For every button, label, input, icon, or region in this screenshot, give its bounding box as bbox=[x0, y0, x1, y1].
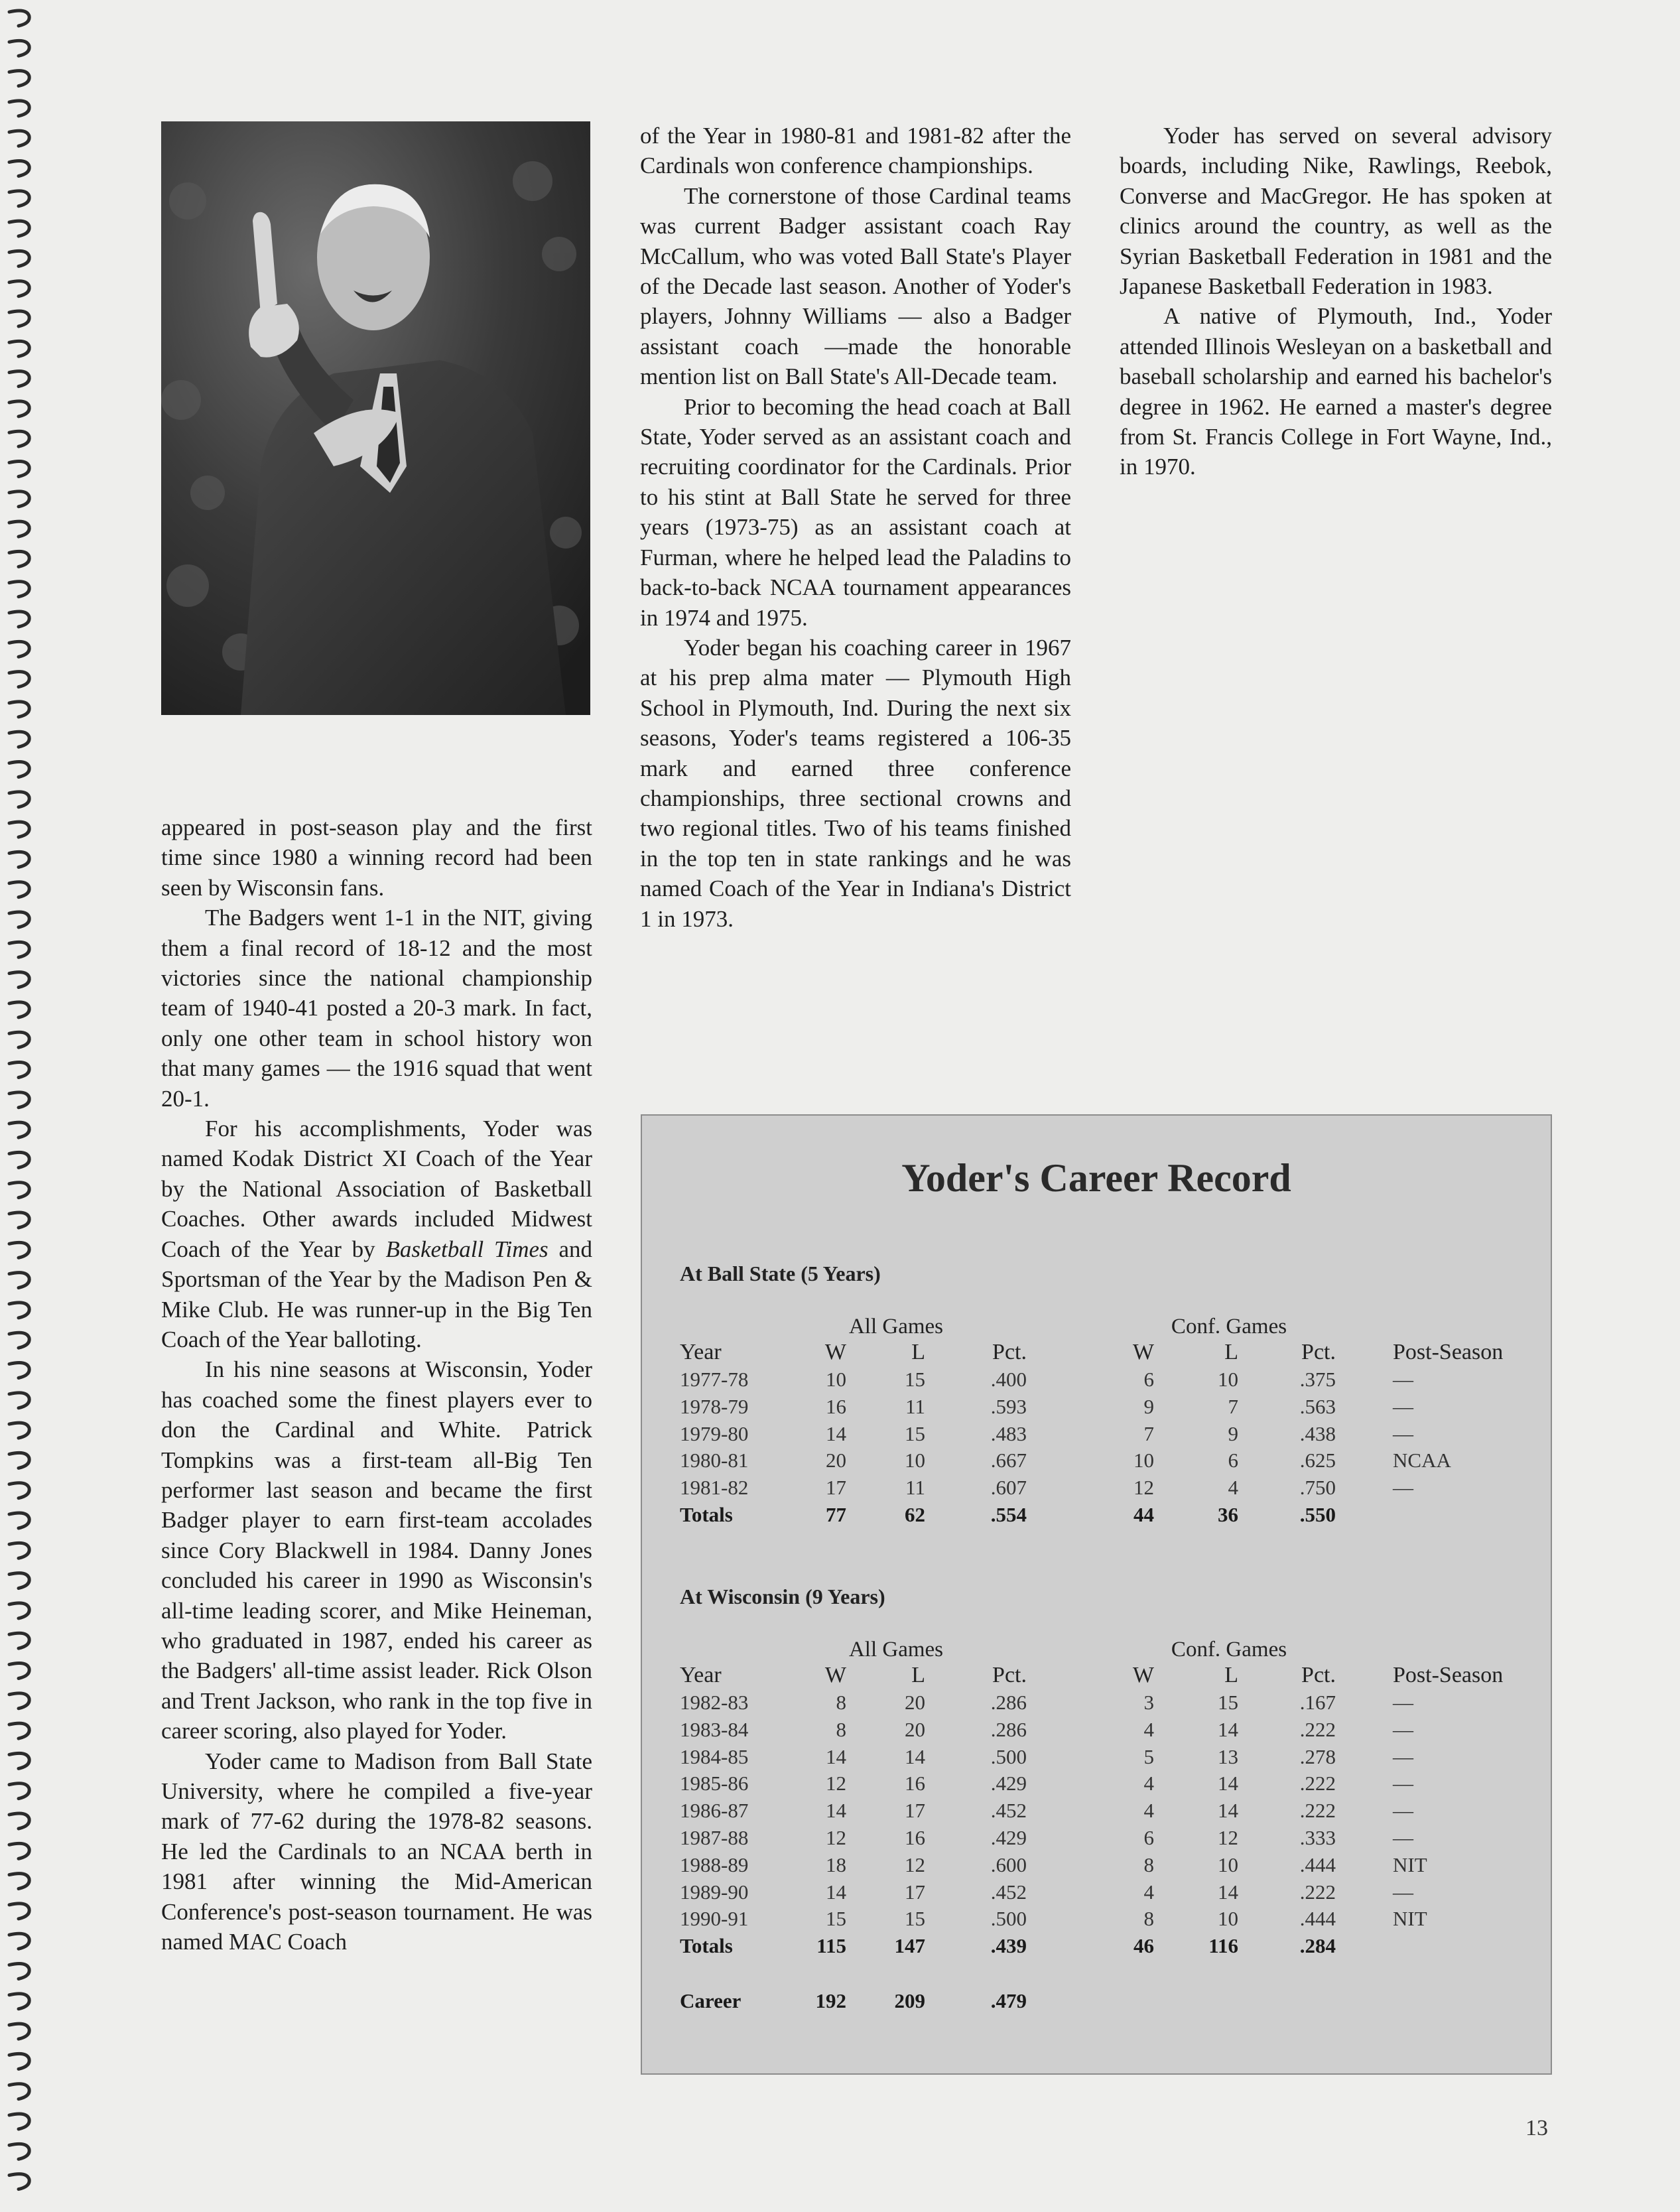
table-cell: .500 bbox=[990, 1907, 1027, 1931]
table-cell: .563 bbox=[1299, 1394, 1336, 1418]
table-cell: .667 bbox=[990, 1449, 1027, 1472]
table-cell: .444 bbox=[1299, 1853, 1336, 1876]
table-cell: 6 bbox=[1143, 1826, 1154, 1849]
table-cell: 1987-88 bbox=[680, 1826, 749, 1849]
binding-coil bbox=[9, 2084, 29, 2099]
coach-photo bbox=[161, 121, 590, 715]
table-cell: .607 bbox=[990, 1476, 1027, 1500]
table-cell: .500 bbox=[990, 1744, 1027, 1768]
binding-coil bbox=[9, 1813, 29, 1829]
table-cell: — bbox=[1393, 1394, 1413, 1418]
binding-coil bbox=[9, 2114, 29, 2129]
binding-coil bbox=[9, 2174, 29, 2189]
table-cell: NIT bbox=[1393, 1853, 1427, 1876]
c2-paragraph-4: Yoder began his coaching career in 1967 at his prep alma mater — Plymouth High School in Plymouth, Ind. During the next six seasons, Yoder's teams registered a 106-35 mark and earned three conference championships, three sectional crowns and two regional titles. Two of his teams finished in the top ten in state rankings and he was named Coach of the Year in Indiana's District 1 in 1973. bbox=[640, 634, 1071, 932]
binding-coil bbox=[9, 1994, 29, 2009]
binding-coil bbox=[9, 1513, 29, 1528]
binding-coil bbox=[9, 40, 29, 56]
table-cell: .600 bbox=[990, 1853, 1027, 1876]
table-cell: .429 bbox=[990, 1826, 1027, 1849]
table-cell: .483 bbox=[990, 1421, 1027, 1445]
binding-coil bbox=[9, 1784, 29, 1799]
totals-cell: 115 bbox=[816, 1934, 846, 1958]
binding-coil bbox=[9, 1904, 29, 1919]
column-header: Year bbox=[680, 1663, 722, 1687]
table-cell: 1983-84 bbox=[680, 1717, 749, 1741]
table-cell: 1988-89 bbox=[680, 1853, 749, 1876]
binding-coil bbox=[9, 1663, 29, 1679]
binding-coil bbox=[9, 882, 29, 897]
binding-coil bbox=[9, 1543, 29, 1558]
binding-coil bbox=[9, 792, 29, 807]
table-cell: 14 bbox=[1218, 1772, 1238, 1795]
binding-coil bbox=[9, 1183, 29, 1198]
binding-coil bbox=[9, 401, 29, 417]
totals-cell: 62 bbox=[905, 1503, 925, 1526]
table-cell: 1978-79 bbox=[680, 1394, 749, 1418]
table-cell: — bbox=[1393, 1691, 1413, 1714]
binding-coil bbox=[9, 251, 29, 266]
binding-coil bbox=[9, 491, 29, 507]
binding-coil bbox=[9, 371, 29, 387]
table-cell: .222 bbox=[1299, 1772, 1336, 1795]
totals-cell: 116 bbox=[1208, 1934, 1238, 1958]
column-1 bbox=[161, 813, 592, 1957]
binding-coil bbox=[9, 1483, 29, 1498]
table-cell: .333 bbox=[1299, 1826, 1336, 1849]
table-cell: .438 bbox=[1299, 1421, 1336, 1445]
binding-coil bbox=[9, 672, 29, 687]
table-cell: 11 bbox=[905, 1394, 925, 1418]
table-cell: NIT bbox=[1393, 1907, 1427, 1931]
table-cell: 15 bbox=[905, 1421, 925, 1445]
table-cell: 17 bbox=[905, 1799, 925, 1823]
c3-paragraph-2: A native of Plymouth, Ind., Yoder attended Illinois Wesleyan on a basketball and baseball scholarship and earned his bachelor's degree in 1962. He earned a master's degree from St. Francis College in Fort Wayne, Ind., in 1970. bbox=[1120, 303, 1552, 480]
totals-cell: 36 bbox=[1218, 1503, 1238, 1526]
binding-coil bbox=[9, 1303, 29, 1318]
table-cell: 14 bbox=[1218, 1717, 1238, 1741]
table-cell: 12 bbox=[1218, 1826, 1238, 1849]
c1-p3-text-a: For his accomplishments, Yoder was named Kodak District XI Coach of the Year by the National Association of Basketball Coaches. Other awards included Midwest Coach of the Year by bbox=[161, 1116, 592, 1262]
binding-coil bbox=[9, 551, 29, 566]
binding-coil bbox=[9, 1063, 29, 1078]
binding-coil bbox=[9, 942, 29, 957]
binding-coil bbox=[9, 131, 29, 146]
page-number: 13 bbox=[1525, 2116, 1548, 2140]
table-cell: 1984-85 bbox=[680, 1744, 749, 1768]
table-cell: 20 bbox=[826, 1449, 846, 1472]
column-header: L bbox=[1224, 1340, 1238, 1364]
binding-coil bbox=[9, 1122, 29, 1138]
c1-paragraph-2: The Badgers went 1-1 in the NIT, giving them a final record of 18-12 and the most victories since the national championship team of 1940-41 posted a 20-3 mark. In fact, only one other team in school history won that many games — the 1916 squad that went 20-1. bbox=[161, 905, 592, 1112]
column-header: W bbox=[1132, 1340, 1154, 1364]
binding-coil bbox=[9, 1843, 29, 1858]
career-cell: 209 bbox=[894, 1989, 925, 2012]
table-cell: .452 bbox=[990, 1799, 1027, 1823]
binding-coil bbox=[9, 1273, 29, 1288]
column-header: W bbox=[824, 1663, 846, 1687]
binding-coil bbox=[9, 2024, 29, 2039]
table-cell: 20 bbox=[905, 1691, 925, 1714]
table-cell: .593 bbox=[990, 1394, 1027, 1418]
c1-paragraph-1: appeared in post-season play and the first time since 1980 a winning record had been seen by Wisconsin fans. bbox=[161, 814, 592, 901]
binding-coil bbox=[9, 582, 29, 597]
table-cell: .286 bbox=[990, 1717, 1027, 1741]
table-cell: — bbox=[1393, 1368, 1413, 1391]
c1-p3-text-b: and Sportsman of the Year by the Madison Pen & Mike Club. He was runner-up in the Big Ten Coach of the Year balloting. bbox=[161, 1236, 592, 1352]
all-games-label: All Games bbox=[848, 1638, 944, 1661]
section-title: At Ball State (5 Years) bbox=[680, 1262, 881, 1285]
column-header: Year bbox=[680, 1340, 722, 1364]
table-cell: 16 bbox=[826, 1394, 846, 1418]
binding-coil bbox=[9, 1212, 29, 1228]
table-cell: 9 bbox=[1143, 1394, 1154, 1418]
table-cell: 14 bbox=[905, 1744, 925, 1768]
table-cell: 1981-82 bbox=[680, 1476, 749, 1500]
section-title: At Wisconsin (9 Years) bbox=[680, 1585, 885, 1608]
totals-cell: .439 bbox=[990, 1934, 1027, 1958]
table-cell: 11 bbox=[905, 1476, 925, 1500]
binding-coil bbox=[9, 1933, 29, 1949]
table-cell: 15 bbox=[1218, 1691, 1238, 1714]
binding-coil bbox=[9, 221, 29, 236]
table-cell: 14 bbox=[826, 1421, 846, 1445]
totals-cell: 77 bbox=[826, 1503, 846, 1526]
table-cell: 12 bbox=[905, 1853, 925, 1876]
totals-cell: .284 bbox=[1299, 1934, 1336, 1958]
c1-paragraph-3 bbox=[161, 1114, 592, 1354]
binding-coil bbox=[9, 191, 29, 206]
table-cell: 16 bbox=[905, 1772, 925, 1795]
table-cell: 7 bbox=[1143, 1421, 1154, 1445]
table-cell: — bbox=[1393, 1744, 1413, 1768]
table-cell: 14 bbox=[1218, 1799, 1238, 1823]
table-cell: 5 bbox=[1143, 1744, 1154, 1768]
table-cell: — bbox=[1393, 1772, 1413, 1795]
table-cell: 10 bbox=[905, 1449, 925, 1472]
table-cell: 3 bbox=[1143, 1691, 1154, 1714]
binding-coil bbox=[9, 71, 29, 86]
totals-cell: Totals bbox=[680, 1503, 733, 1526]
column-header: L bbox=[1224, 1663, 1238, 1687]
table-cell: 1986-87 bbox=[680, 1799, 749, 1823]
binding-coil bbox=[9, 852, 29, 867]
table-cell: 16 bbox=[905, 1826, 925, 1849]
binding-coil bbox=[9, 1603, 29, 1618]
binding-coil bbox=[9, 1393, 29, 1408]
table-cell: 8 bbox=[1143, 1907, 1154, 1931]
binding-coil bbox=[9, 161, 29, 176]
column-2 bbox=[640, 121, 1071, 934]
spiral-binding bbox=[0, 0, 53, 2212]
column-header: Post-Season bbox=[1393, 1340, 1504, 1364]
table-cell: 8 bbox=[836, 1717, 846, 1741]
binding-coil bbox=[9, 431, 29, 446]
binding-coil bbox=[9, 1002, 29, 1017]
table-cell: .452 bbox=[990, 1880, 1027, 1904]
c1-paragraph-5: Yoder came to Madison from Ball State University, where he compiled a five-year mark of 77-62 during the 1978-82 seasons. He led the Cardinals to an NCAA berth in 1981 after winning the Mid-American Conference's post-season tournament. He was named MAC Coach bbox=[161, 1748, 592, 1955]
table-cell: 10 bbox=[1218, 1368, 1238, 1391]
column-header: W bbox=[1132, 1663, 1154, 1687]
table-cell: 1982-83 bbox=[680, 1691, 749, 1714]
c1-paragraph-4: In his nine seasons at Wisconsin, Yoder has coached some the finest players ever to don the Cardinal and White. Patrick Tompkins was a first-team all-Big Ten performer last season and became the first Badger player to earn first-team accolades since Cory Blackwell in 1984. Danny Jones concluded his career in 1990 as Wisconsin's all-time leading scorer, and Mike Heineman, who graduated in 1987, ended his career as the Badgers' all-time assist leader. Rick Olson and Trent Jackson, who rank in the top five in career scoring, also played for Yoder. bbox=[161, 1356, 592, 1744]
c2-paragraph-1: of the Year in 1980-81 and 1981-82 after the Cardinals won conference championships. bbox=[640, 123, 1071, 179]
table-cell: 1979-80 bbox=[680, 1421, 749, 1445]
table-cell: .400 bbox=[990, 1368, 1027, 1391]
table-cell: 14 bbox=[826, 1744, 846, 1768]
binding-coil bbox=[9, 641, 29, 657]
totals-cell: .550 bbox=[1299, 1503, 1336, 1526]
c2-paragraph-2: The cornerstone of those Cardinal teams was current Badger assistant coach Ray McCallum, who was voted Ball State's Player of the Decade last season. Another of Yoder's players, Johnny Williams — also a Badger assistant coach —made the honorable mention list on Ball State's All-Decade team. bbox=[640, 182, 1071, 390]
table-cell: 8 bbox=[836, 1691, 846, 1714]
conf-games-label: Conf. Games bbox=[1171, 1315, 1287, 1338]
table-cell: 14 bbox=[826, 1880, 846, 1904]
totals-cell: 147 bbox=[894, 1934, 925, 1958]
binding-coil bbox=[9, 1453, 29, 1468]
binding-coil bbox=[9, 1753, 29, 1768]
career-cell: .479 bbox=[990, 1989, 1027, 2012]
table-cell: — bbox=[1393, 1880, 1413, 1904]
table-cell: — bbox=[1393, 1717, 1413, 1741]
binding-coil bbox=[9, 101, 29, 116]
table-cell: .444 bbox=[1299, 1907, 1336, 1931]
table-cell: 15 bbox=[905, 1368, 925, 1391]
table-cell: 10 bbox=[1133, 1449, 1154, 1472]
c2-paragraph-3: Prior to becoming the head coach at Ball State, Yoder served as an assistant coach and recruiting coordinator for the Cardinals. Prior to his stint at Ball State he served for three years (1973-75) as an assistant coach at Furman, where he helped lead the Paladins to back-to-back NCAA tournament appearances in 1974 and 1975. bbox=[640, 393, 1071, 631]
table-cell: — bbox=[1393, 1826, 1413, 1849]
binding-coil bbox=[9, 1573, 29, 1589]
table-cell: .222 bbox=[1299, 1880, 1336, 1904]
column-3 bbox=[1120, 121, 1552, 482]
binding-coil bbox=[9, 2144, 29, 2159]
table-cell: .222 bbox=[1299, 1799, 1336, 1823]
binding-coil bbox=[9, 1333, 29, 1348]
conf-games-label: Conf. Games bbox=[1171, 1638, 1287, 1661]
table-cell: 6 bbox=[1143, 1368, 1154, 1391]
c3-paragraph-1: Yoder has served on several advisory boards, including Nike, Rawlings, Reebok, Converse and MacGregor. He has spoken at clinics around the country, as well as the Syrian Basketball Federation in 1981 and the Japanese Basketball Federation in 1983. bbox=[1120, 123, 1552, 300]
table-cell: .222 bbox=[1299, 1717, 1336, 1741]
binding-coil bbox=[9, 912, 29, 927]
table-cell: 14 bbox=[826, 1799, 846, 1823]
table-cell: 12 bbox=[1133, 1476, 1154, 1500]
table-cell: — bbox=[1393, 1799, 1413, 1823]
table-cell: 20 bbox=[905, 1717, 925, 1741]
totals-cell: 44 bbox=[1133, 1503, 1154, 1526]
table-cell: 10 bbox=[1218, 1853, 1238, 1876]
binding-coil bbox=[9, 1964, 29, 1979]
binding-coil bbox=[9, 1693, 29, 1709]
table-cell: 12 bbox=[826, 1826, 846, 1849]
binding-coil bbox=[9, 1092, 29, 1108]
table-cell: 17 bbox=[826, 1476, 846, 1500]
table-cell: 1980-81 bbox=[680, 1449, 749, 1472]
binding-coil bbox=[9, 311, 29, 326]
binding-coil bbox=[9, 341, 29, 356]
column-header: L bbox=[911, 1340, 925, 1364]
column-header: L bbox=[911, 1663, 925, 1687]
table-cell: 15 bbox=[905, 1907, 925, 1931]
table-cell: 14 bbox=[1218, 1880, 1238, 1904]
career-cell: 192 bbox=[815, 1989, 846, 2012]
binding-coil bbox=[9, 732, 29, 747]
table-cell: .167 bbox=[1299, 1691, 1336, 1714]
table-cell: 12 bbox=[826, 1772, 846, 1795]
table-cell: .429 bbox=[990, 1772, 1027, 1795]
table-cell: 6 bbox=[1228, 1449, 1238, 1472]
binding-coil bbox=[9, 822, 29, 837]
table-cell: 15 bbox=[826, 1907, 846, 1931]
binding-coil bbox=[9, 1032, 29, 1047]
binding-coil bbox=[9, 281, 29, 296]
career-record-table bbox=[641, 1114, 1552, 2075]
binding-coil bbox=[9, 702, 29, 717]
totals-cell: 46 bbox=[1133, 1934, 1154, 1958]
table-cell: 1985-86 bbox=[680, 1772, 749, 1795]
all-games-label: All Games bbox=[848, 1315, 944, 1338]
binding-coil bbox=[9, 521, 29, 537]
totals-cell: .554 bbox=[990, 1503, 1027, 1526]
table-cell: NCAA bbox=[1393, 1449, 1451, 1472]
binding-coil bbox=[9, 1423, 29, 1438]
table-cell: 1977-78 bbox=[680, 1368, 749, 1391]
binding-coil bbox=[9, 612, 29, 627]
table-cell: 9 bbox=[1228, 1421, 1238, 1445]
binding-coil bbox=[9, 462, 29, 477]
column-header: Pct. bbox=[992, 1663, 1027, 1687]
table-cell: — bbox=[1393, 1476, 1413, 1500]
binding-coil bbox=[9, 2053, 29, 2069]
table-cell: 4 bbox=[1228, 1476, 1238, 1500]
binding-coil bbox=[9, 1363, 29, 1378]
table-cell: 10 bbox=[826, 1368, 846, 1391]
table-cell: 1990-91 bbox=[680, 1907, 749, 1931]
table-cell: 8 bbox=[1143, 1853, 1154, 1876]
totals-cell: Totals bbox=[680, 1934, 733, 1958]
column-header: Post-Season bbox=[1393, 1663, 1504, 1687]
table-cell: .286 bbox=[990, 1691, 1027, 1714]
binding-coil bbox=[9, 1633, 29, 1648]
table-cell: 4 bbox=[1143, 1772, 1154, 1795]
column-header: Pct. bbox=[1301, 1340, 1336, 1364]
table-cell: — bbox=[1393, 1421, 1413, 1445]
table-cell: 13 bbox=[1218, 1744, 1238, 1768]
career-cell: Career bbox=[680, 1989, 742, 2012]
binding-coil bbox=[9, 972, 29, 988]
column-header: Pct. bbox=[1301, 1663, 1336, 1687]
table-cell: 10 bbox=[1218, 1907, 1238, 1931]
table-cell: .278 bbox=[1299, 1744, 1336, 1768]
binding-coil bbox=[9, 1874, 29, 1889]
table-cell: 17 bbox=[905, 1880, 925, 1904]
table-cell: 4 bbox=[1143, 1799, 1154, 1823]
table-cell: 4 bbox=[1143, 1880, 1154, 1904]
column-header: Pct. bbox=[992, 1340, 1027, 1364]
binding-coil bbox=[9, 1242, 29, 1258]
binding-coil bbox=[9, 762, 29, 777]
record-title: Yoder's Career Record bbox=[901, 1156, 1291, 1200]
table-cell: 18 bbox=[826, 1853, 846, 1876]
publication-name: Basketball Times bbox=[385, 1236, 549, 1262]
table-cell: .375 bbox=[1299, 1368, 1336, 1391]
binding-coil bbox=[9, 11, 29, 26]
table-cell: 4 bbox=[1143, 1717, 1154, 1741]
column-header: W bbox=[824, 1340, 846, 1364]
table-cell: .625 bbox=[1299, 1449, 1336, 1472]
table-cell: 1989-90 bbox=[680, 1880, 749, 1904]
binding-coil bbox=[9, 1723, 29, 1738]
table-cell: 7 bbox=[1228, 1394, 1238, 1418]
binding-coil bbox=[9, 1152, 29, 1167]
table-cell: .750 bbox=[1299, 1476, 1336, 1500]
